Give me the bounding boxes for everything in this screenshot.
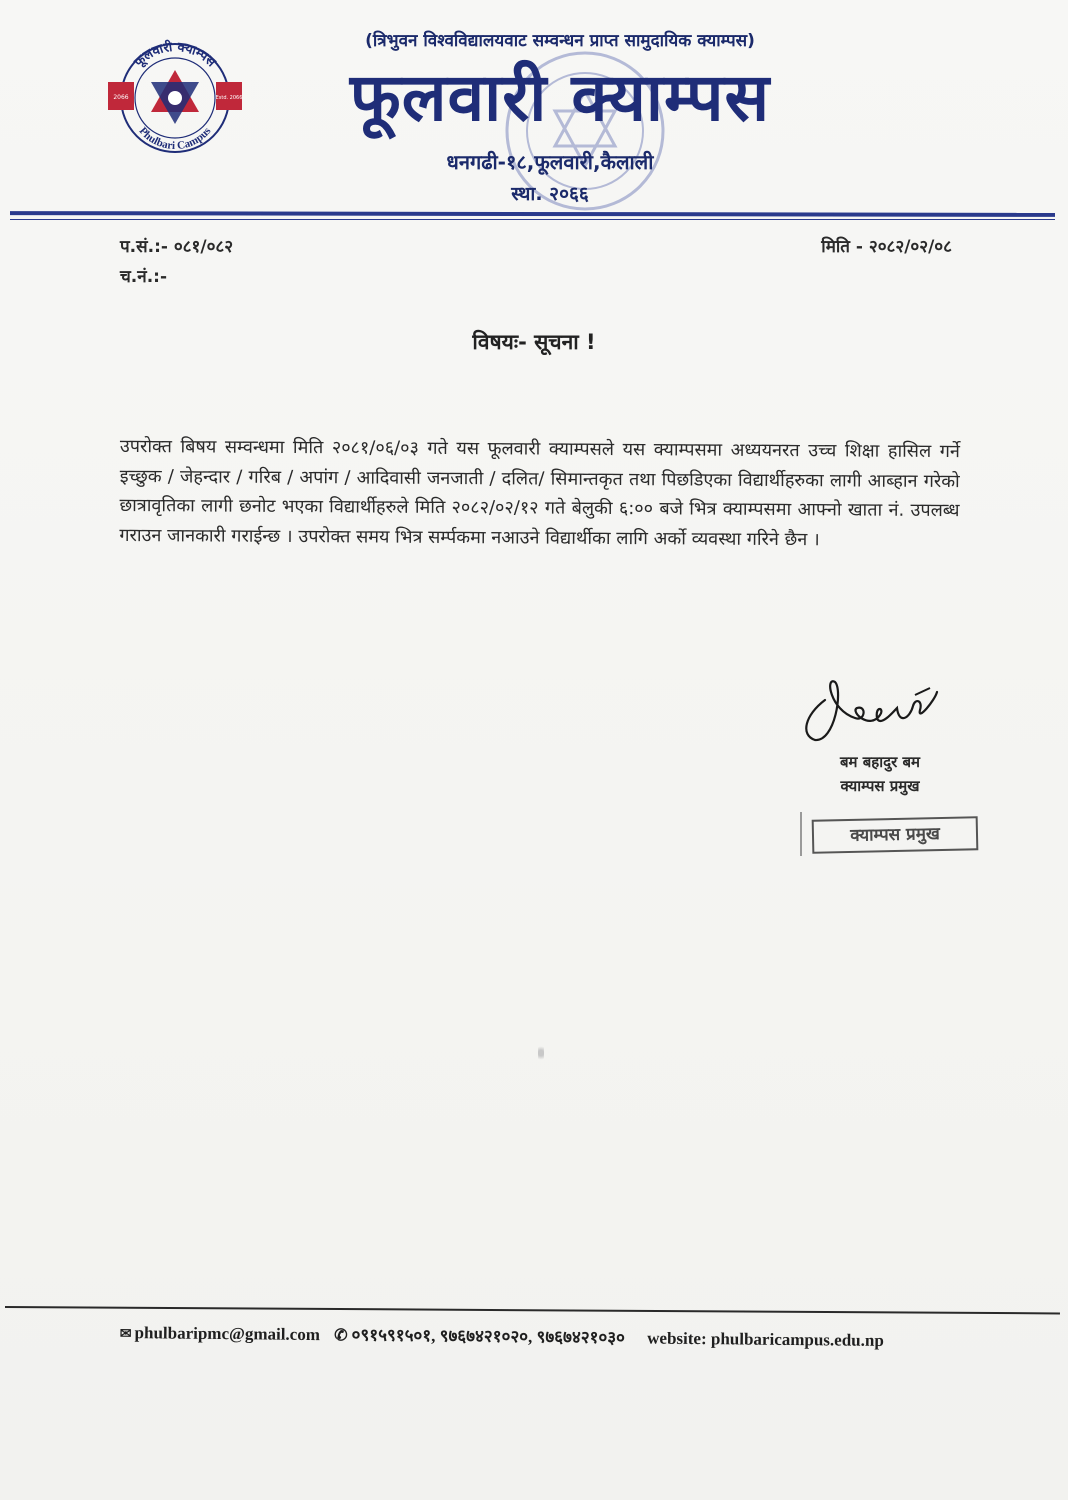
official-stamp: क्याम्पस प्रमुख <box>812 816 979 853</box>
letter-date: मिति - २०८२/०२/०८ <box>821 237 952 257</box>
campus-address: धनगढी-१८,फूलवारी,कैलाली <box>446 150 654 174</box>
affiliation-line: (त्रिभुवन विश्वविद्यालयवाट सम्वन्धन प्राप्त सामुदायिक क्याम्पस) <box>365 31 755 51</box>
svg-text:फूलवारी क्याम्पस: फूलवारी क्याम्पस <box>131 39 219 71</box>
svg-text:2066: 2066 <box>113 94 129 101</box>
subject-line: विषयः- सूचना ! <box>472 330 596 354</box>
paper-speck <box>538 1044 544 1062</box>
established-year: स्था. २०६६ <box>511 183 589 205</box>
reference-block <box>120 232 233 292</box>
handwritten-signature <box>795 670 955 760</box>
footer-email: phulbaripmc@gmail.com <box>134 1323 321 1345</box>
footer-website: phulbaricampus.edu.np <box>710 1329 884 1350</box>
letter-number: प.सं.:- ०८१/०८२ <box>120 237 234 257</box>
svg-text:Phulbari Campus: Phulbari Campus <box>136 125 214 153</box>
campus-logo <box>100 38 250 158</box>
header-divider-thin <box>10 219 1055 220</box>
signatory-name: बम बहादुर बम <box>839 753 921 771</box>
signatory-title: क्याम्पस प्रमुख <box>840 777 920 795</box>
footer-website-label: website: <box>647 1328 707 1349</box>
notice-body: उपरोक्त बिषय सम्वन्धमा मिति २०८१/०६/०३ गते यस फूलवारी क्याम्पसले यस क्याम्पसमा अध्ययनरत उच्च शिक्षा हासिल गर्ने इच्छुक / जेहन्दार / गरिब / अपांग / आदिवासी जनजाती / दलित/ सिमान्तकृत तथा पिछडिएका विद्यार्थीहरुका लागी आब्हान गरेको छात्रावृतिका लागी छनोट भएका विद्यार्थीहरुले मिति २०८२/०२/१२ गते बेलुकी ६:०० बजे भित्र क्याम्पसमा आफ्नो खाता नं. उपलब्ध गराउन जानकारी गराईन्छ । उपरोक्त समय भित्र सर्म्पकमा नआउने विद्यार्थीका लागि अर्को व्यवस्था गरिने छैन । <box>119 435 960 550</box>
dispatch-number: च.नं.:- <box>120 267 167 287</box>
phone-icon: ✆ <box>334 1327 348 1345</box>
svg-text:Estd. 2066: Estd. 2066 <box>215 95 243 101</box>
campus-name: फूलवारी क्याम्पस <box>349 59 771 136</box>
stamp-edge <box>800 812 802 856</box>
mail-icon: ✉ <box>119 1326 132 1343</box>
footer-phones: ०९१५९१५०१, ९७६७४२१०२०, ९७६७४२१०३० <box>351 1325 626 1348</box>
